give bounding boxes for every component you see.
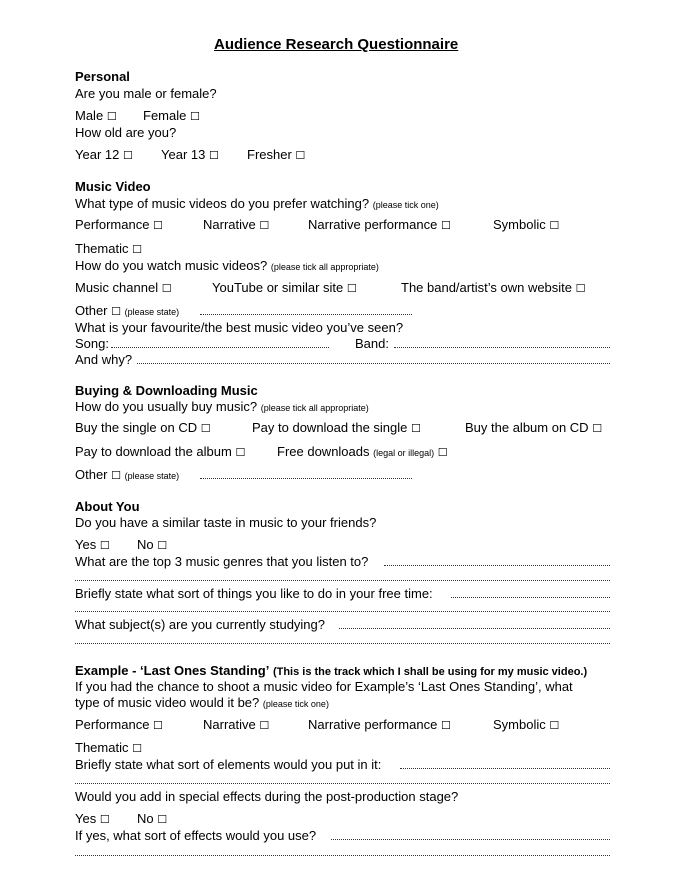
- option-label: Year 12: [75, 147, 120, 162]
- option-label: Yes: [75, 537, 97, 552]
- checkbox-icon[interactable]: ☐: [153, 719, 163, 732]
- checkbox-icon[interactable]: ☐: [259, 219, 270, 232]
- question-taste: Do you have a similar taste in music to your friends?: [75, 515, 377, 530]
- answer-line-song[interactable]: [111, 347, 329, 348]
- option-label: Performance: [75, 217, 150, 232]
- question-age: How old are you?: [75, 125, 177, 140]
- section-heading-buying: Buying & Downloading Music: [75, 383, 258, 398]
- checkbox-icon[interactable]: ☐: [99, 813, 110, 826]
- checkbox-icon[interactable]: ☐: [411, 422, 421, 435]
- question-favourite: What is your favourite/the best music video you’ve seen?: [75, 320, 404, 335]
- option-note: (please state): [124, 307, 180, 317]
- question-subjects: What subject(s) are you currently studying?: [75, 617, 325, 632]
- option-label: Female: [143, 108, 187, 123]
- checkbox-icon[interactable]: ☐: [592, 422, 603, 435]
- option-label: Free downloads: [277, 444, 370, 459]
- checkbox-icon[interactable]: ☐: [346, 282, 357, 295]
- question-text: How do you usually buy music?: [75, 399, 258, 414]
- answer-line-other-buy[interactable]: [200, 478, 412, 479]
- page-title: Audience Research Questionnaire: [214, 36, 459, 53]
- option-label: Male: [75, 108, 104, 123]
- question-effects: Would you add in special effects during the post-production stage?: [75, 789, 459, 804]
- checkbox-icon[interactable]: ☐: [549, 719, 560, 732]
- option-label: Thematic: [75, 241, 129, 256]
- question-genres: What are the top 3 music genres that you listen to?: [75, 554, 369, 569]
- option-year12[interactable]: [75, 147, 133, 163]
- section-heading-music-video: Music Video: [75, 179, 151, 194]
- option-other-buy[interactable]: [75, 467, 179, 484]
- checkbox-icon[interactable]: ☐: [235, 446, 246, 459]
- label-song: Song:: [75, 336, 109, 351]
- checkbox-icon[interactable]: ☐: [200, 422, 211, 435]
- option-download-album[interactable]: [75, 444, 245, 460]
- question-effects-type: If yes, what sort of effects would you use?: [75, 828, 317, 843]
- question-note: (please tick all appropriate): [260, 403, 369, 413]
- option-note: (please state): [124, 471, 180, 481]
- option-yes-taste[interactable]: [75, 537, 110, 553]
- option-example-narrative-performance[interactable]: [308, 717, 451, 733]
- option-label: Narrative: [203, 717, 256, 732]
- answer-line-elements[interactable]: [400, 768, 610, 769]
- option-label: Music channel: [75, 280, 159, 295]
- option-label: Fresher: [247, 147, 292, 162]
- option-label: Yes: [75, 811, 97, 826]
- option-label: Narrative performance: [308, 217, 438, 232]
- option-no-taste[interactable]: [137, 537, 167, 553]
- question-elements: Briefly state what sort of elements would you put in it:: [75, 757, 382, 772]
- question-note: (please tick one): [372, 200, 439, 210]
- answer-line-subjects[interactable]: [339, 628, 610, 629]
- answer-line-effects-2[interactable]: [75, 855, 610, 856]
- option-youtube[interactable]: [212, 280, 357, 296]
- section-heading-text: Example - ‘Last Ones Standing’: [75, 663, 270, 678]
- option-male[interactable]: [75, 108, 117, 124]
- checkbox-icon[interactable]: ☐: [111, 305, 122, 318]
- option-label: The band/artist’s own website: [401, 280, 573, 295]
- question-buy: [75, 399, 369, 416]
- question-video-type: [75, 196, 439, 213]
- option-label: Pay to download the album: [75, 444, 232, 459]
- option-single-cd[interactable]: [75, 420, 211, 436]
- question-text: What type of music videos do you prefer watching?: [75, 196, 370, 211]
- question-note: (please tick one): [262, 699, 329, 709]
- question-watch: [75, 258, 379, 275]
- option-example-narrative[interactable]: [203, 717, 269, 733]
- option-band-website[interactable]: [401, 280, 586, 296]
- checkbox-icon[interactable]: ☐: [575, 282, 586, 295]
- checkbox-icon[interactable]: ☐: [208, 149, 219, 162]
- option-label: No: [137, 811, 154, 826]
- option-label: Other: [75, 467, 108, 482]
- answer-line-free-time-2[interactable]: [75, 611, 610, 612]
- question-text: type of music video would it be?: [75, 695, 260, 710]
- option-label: Other: [75, 303, 108, 318]
- label-band: Band:: [355, 336, 389, 351]
- answer-line-genres[interactable]: [384, 565, 610, 566]
- answer-line-why[interactable]: [137, 363, 610, 364]
- checkbox-icon[interactable]: ☐: [157, 539, 168, 552]
- answer-line-effects[interactable]: [331, 839, 610, 840]
- checkbox-icon[interactable]: ☐: [437, 446, 448, 459]
- option-free-downloads[interactable]: [277, 444, 448, 461]
- question-shoot-line1: If you had the chance to shoot a music video for Example’s ‘Last Ones Standing’, what: [75, 679, 573, 694]
- checkbox-icon[interactable]: ☐: [157, 813, 168, 826]
- section-heading-note: (This is the track which I shall be using for my music video.): [272, 666, 588, 678]
- answer-line-band[interactable]: [394, 347, 610, 348]
- answer-line-elements-2[interactable]: [75, 783, 610, 784]
- option-narrative-performance[interactable]: [308, 217, 451, 233]
- option-yes-effects[interactable]: [75, 811, 110, 827]
- question-free-time: Briefly state what sort of things you like to do in your free time:: [75, 586, 433, 601]
- option-year13[interactable]: [161, 147, 219, 163]
- question-shoot-line2: [75, 695, 329, 712]
- checkbox-icon[interactable]: ☐: [132, 742, 142, 755]
- option-label: Symbolic: [493, 217, 546, 232]
- option-label: YouTube or similar site: [212, 280, 344, 295]
- option-female[interactable]: [143, 108, 200, 124]
- option-example-symbolic[interactable]: [493, 717, 559, 733]
- option-label: Narrative performance: [308, 717, 438, 732]
- section-heading-about: About You: [75, 499, 140, 514]
- checkbox-icon[interactable]: ☐: [440, 719, 451, 732]
- option-label: Buy the album on CD: [465, 420, 589, 435]
- option-label: Buy the single on CD: [75, 420, 198, 435]
- option-note: (legal or illegal): [373, 448, 435, 458]
- option-label: Narrative: [203, 217, 256, 232]
- option-label: Symbolic: [493, 717, 546, 732]
- checkbox-icon[interactable]: ☐: [99, 539, 110, 552]
- checkbox-icon[interactable]: ☐: [153, 219, 163, 232]
- option-fresher[interactable]: [247, 147, 305, 163]
- option-label: No: [137, 537, 154, 552]
- label-why: And why?: [75, 352, 133, 367]
- option-example-performance[interactable]: [75, 717, 163, 733]
- question-note: (please tick all appropriate): [270, 262, 379, 272]
- option-label: Performance: [75, 717, 150, 732]
- section-heading-personal: Personal: [75, 69, 130, 84]
- option-thematic[interactable]: [75, 241, 142, 257]
- checkbox-icon[interactable]: ☐: [549, 219, 560, 232]
- checkbox-icon[interactable]: ☐: [259, 719, 270, 732]
- section-heading-example: [75, 663, 587, 680]
- checkbox-icon[interactable]: ☐: [440, 219, 451, 232]
- checkbox-icon[interactable]: ☐: [106, 110, 117, 123]
- option-no-effects[interactable]: [137, 811, 167, 827]
- checkbox-icon[interactable]: ☐: [295, 149, 306, 162]
- option-label: Pay to download the single: [252, 420, 408, 435]
- option-label: Year 13: [161, 147, 206, 162]
- checkbox-icon[interactable]: ☐: [132, 243, 142, 256]
- answer-line-subjects-2[interactable]: [75, 643, 610, 644]
- answer-line-free-time[interactable]: [451, 597, 610, 598]
- option-example-thematic[interactable]: [75, 740, 142, 756]
- option-download-single[interactable]: [252, 420, 421, 436]
- answer-line-other-watch[interactable]: [200, 314, 412, 315]
- option-album-cd[interactable]: [465, 420, 602, 436]
- question-text: How do you watch music videos?: [75, 258, 268, 273]
- option-other-watch[interactable]: [75, 303, 179, 320]
- checkbox-icon[interactable]: ☐: [111, 469, 122, 482]
- checkbox-icon[interactable]: ☐: [122, 149, 133, 162]
- checkbox-icon[interactable]: ☐: [189, 110, 200, 123]
- option-symbolic[interactable]: [493, 217, 559, 233]
- option-label: Thematic: [75, 740, 129, 755]
- answer-line-genres-2[interactable]: [75, 580, 610, 581]
- checkbox-icon[interactable]: ☐: [161, 282, 172, 295]
- question-gender: Are you male or female?: [75, 86, 217, 101]
- option-performance[interactable]: [75, 217, 163, 233]
- option-narrative[interactable]: [203, 217, 269, 233]
- option-music-channel[interactable]: [75, 280, 172, 296]
